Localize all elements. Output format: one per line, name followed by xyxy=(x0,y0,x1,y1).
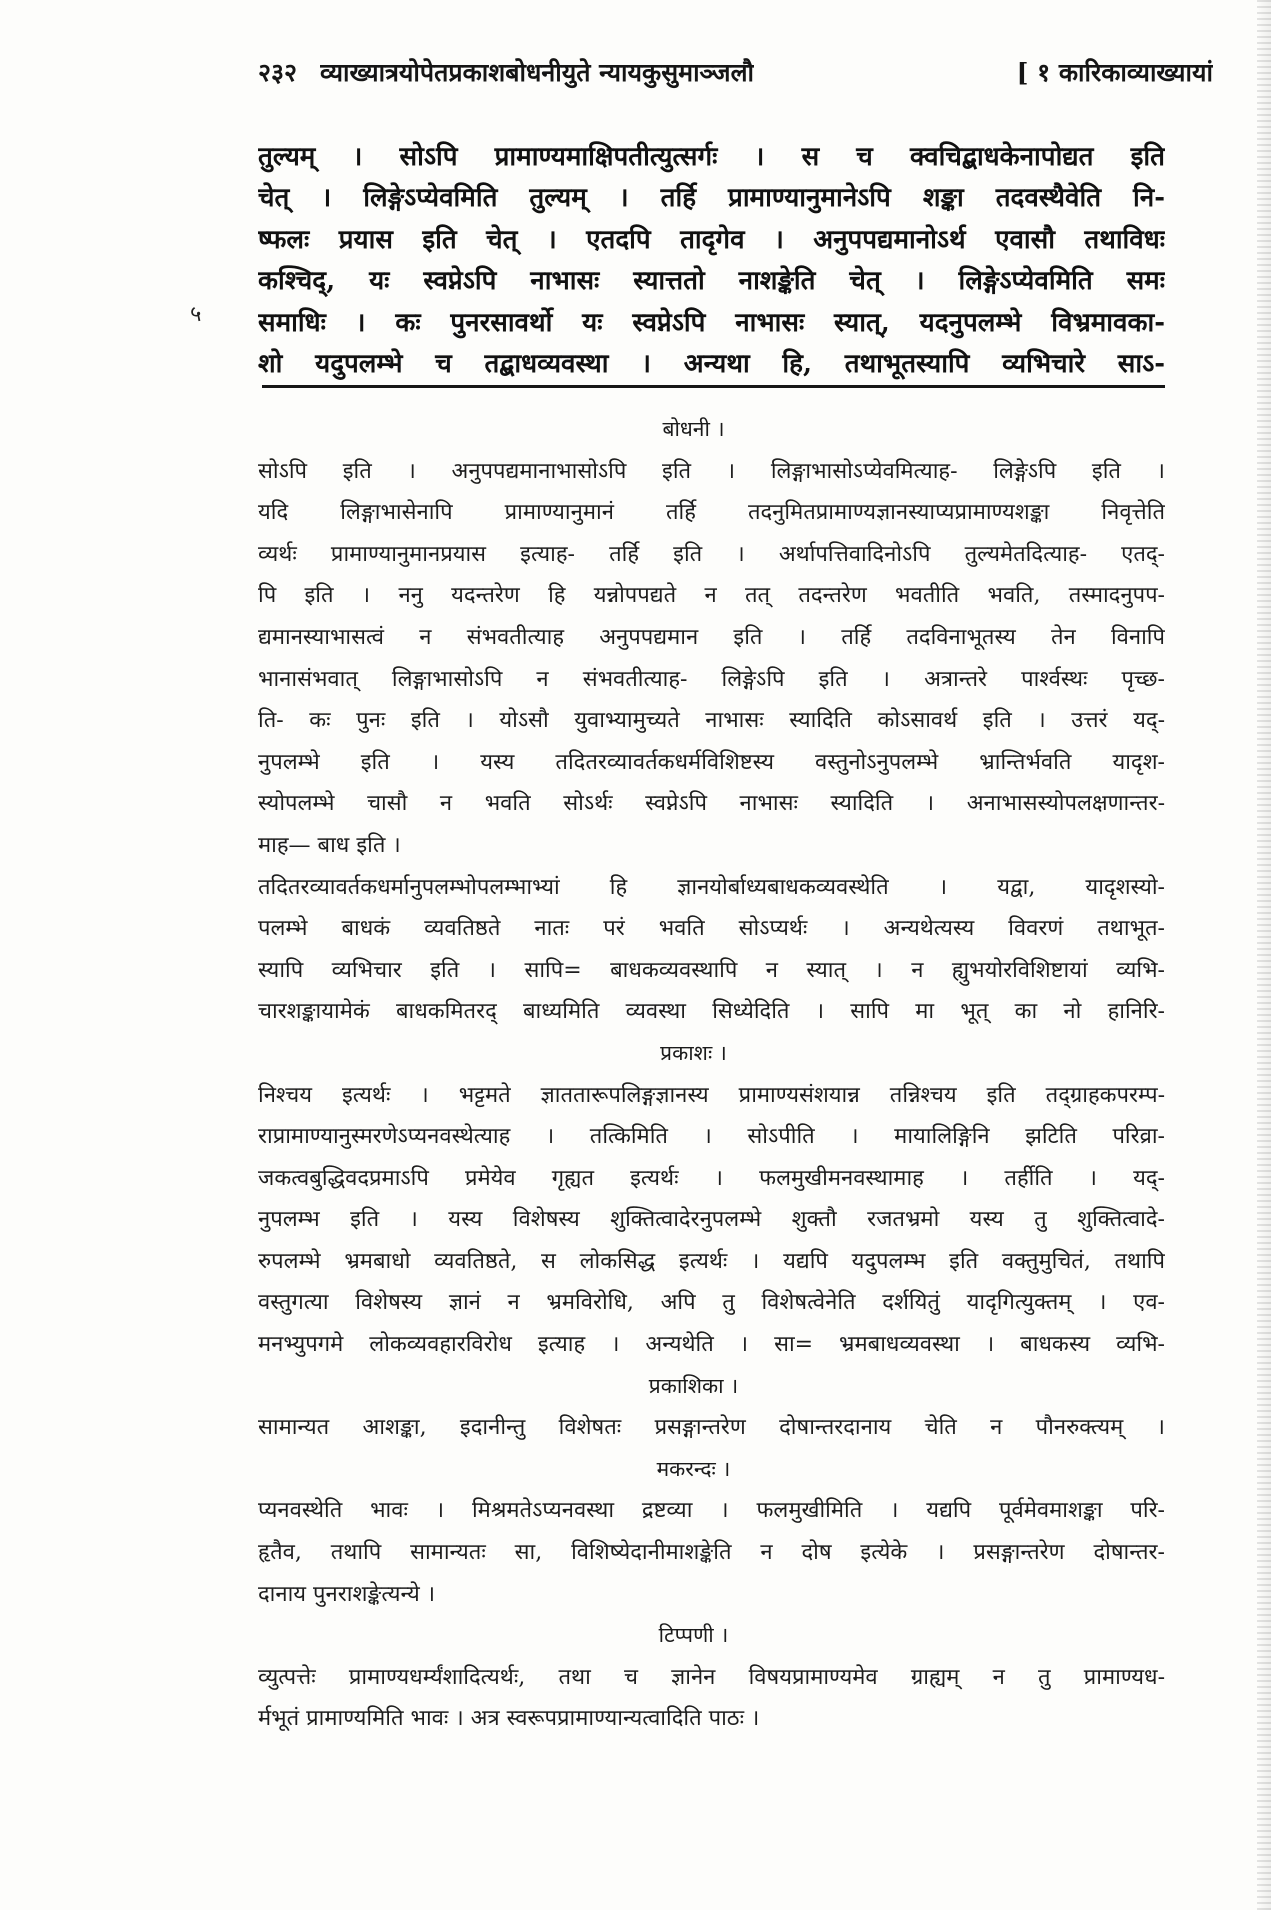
commentary-line: जकत्वबुद्धिवदप्रमाऽपि प्रमेयेव गृह्यत इत्यर्थः । फलमुखीमनवस्थामाह । तर्हीति । यद्- xyxy=(258,1165,1165,1191)
commentary-line: व्युत्पत्तेः प्रामाण्यधर्म्यंशादित्यर्थः, तथा च ज्ञानेन विषयप्रामाण्यमेव ग्राह्यम् न तु प्रामाण्यध- xyxy=(258,1664,1165,1690)
commentary-line: प्यनवस्थेति भावः । मिश्रमतेऽप्यनवस्था द्रष्टव्या । फलमुखीमिति । यद्यपि पूर्वमेवमाशङ्का परि- xyxy=(258,1498,1165,1524)
commentary-line: पलम्भे बाधकं व्यवतिष्ठते नातः परं भवति सोऽप्यर्थः । अन्यथेत्यस्य विवरणं तथाभूत- xyxy=(258,916,1165,942)
commentary-line: स्यापि व्यभिचार इति । सापि= बाधकव्यवस्थापि न स्यात् । न ह्युभयोरविशिष्टायां व्यभि- xyxy=(258,957,1165,983)
commentaries xyxy=(258,409,1165,1740)
commentary-heading: प्रकाशिका । xyxy=(648,1373,739,1398)
commentary-heading: बोधनी । xyxy=(662,417,725,441)
running-header xyxy=(258,50,1213,94)
main-text-line: कश्चिद्, यः स्वप्नेऽपि नाभासः स्यात्ततो नाशङ्केति चेत् । लिङ्गेऽप्येवमिति समः xyxy=(258,266,1165,297)
commentary-line: मनभ्युपगमे लोकव्यवहारविरोध इत्याह । अन्यथेति । सा= भ्रमबाधव्यवस्था । बाधकस्य व्यभि- xyxy=(258,1332,1165,1358)
main-text-line: तुल्यम् । सोऽपि प्रामाण्यमाक्षिपतीत्युत्सर्गः । स च क्वचिद्बाधकेनापोद्यत इति xyxy=(258,142,1165,172)
commentary-tippani xyxy=(258,1615,1165,1740)
commentary-line: माह— बाध इति । xyxy=(258,832,401,858)
main-text xyxy=(258,137,1165,385)
commentary-makaranda xyxy=(258,1449,1165,1615)
commentary-line: रुपलम्भे भ्रमबाधो व्यवतिष्ठते, स लोकसिद्ध इत्यर्थः । यद्यपि यदुपलम्भ इति वक्तुमुचितं, तथापि xyxy=(258,1248,1165,1274)
main-text-line: समाधिः । कः पुनरसावर्थो यः स्वप्नेऽपि नाभासः स्यात्, यदनुपलम्भे विभ्रमावका- xyxy=(258,307,1165,338)
main-text-line: ष्फलः प्रयास इति चेत् । एतदपि तादृगेव । अनुपपद्यमानोऽर्थ एवासौ तथाविधः xyxy=(258,224,1165,255)
commentary-line: स्योपलम्भे चासौ न भवति सोऽर्थः स्वप्नेऽपि नाभासः स्यादिति । अनाभासस्योपलक्षणान्तर- xyxy=(258,791,1165,817)
commentary-line: हृतैव, तथापि सामान्यतः सा, विशिष्येदानीमाशङ्केति न दोष इत्येके । प्रसङ्गान्तरेण दोषान्तर- xyxy=(258,1540,1165,1566)
page-number: २३२ xyxy=(258,58,298,87)
commentary-line: र्मभूतं प्रामाण्यमिति भावः । अत्र स्वरूपप्रामाण्यान्यत्वादिति पाठः । xyxy=(258,1706,760,1732)
divider-rule xyxy=(262,385,1165,388)
main-text-line: चेत् । लिङ्गेऽप्येवमिति तुल्यम् । तर्हि प्रामाण्यानुमानेऽपि शङ्का तदवस्थैवेति नि- xyxy=(258,183,1165,214)
commentary-heading: प्रकाशः । xyxy=(660,1040,727,1065)
margin-line-number: ५ xyxy=(190,302,202,327)
commentary-line: नुपलम्भ इति । यस्य विशेषस्य शुक्तित्वादेरनुपलम्भे शुक्तौ रजतभ्रमो यस्य तु शुक्तित्वादे- xyxy=(258,1207,1165,1233)
commentary-line: सोऽपि इति । अनुपपद्यमानाभासोऽपि इति । लिङ्गाभासोऽप्येवमित्याह- लिङ्गेऽपि इति । xyxy=(258,458,1165,484)
commentary-line: यदि लिङ्गाभासेनापि प्रामाण्यानुमानं तर्हि तदनुमितप्रामाण्यज्ञानस्याप्यप्रामाण्यशङ्का निवृत्तेति xyxy=(258,500,1165,526)
running-title: व्याख्यात्रयोपेतप्रकाशबोधनीयुते न्यायकुसुमाञ्जलौ xyxy=(320,58,755,87)
commentary-line: वस्तुगत्या विशेषस्य ज्ञानं न भ्रमविरोधि, अपि तु विशेषत्वेनेति दर्शयितुं यादृगित्युक्तम् । एव- xyxy=(258,1290,1165,1316)
commentary-line: ति- कः पुनः इति । योऽसौ युवाभ्यामुच्यते नाभासः स्यादिति कोऽसावर्थ इति । उत्तरं यद्- xyxy=(258,708,1165,734)
commentary-line: तदितरव्यावर्तकधर्मानुपलम्भोपलम्भाभ्यां हि ज्ञानयोर्बाध्यबाधकव्यवस्थेति । यद्वा, यादृशस्यो- xyxy=(258,874,1165,900)
commentary-line: राप्रामाण्यानुस्मरणेऽप्यनवस्थेत्याह । तत्किमिति । सोऽपीति । मायालिङ्गिनि झटिति परिव्रा- xyxy=(258,1124,1165,1150)
commentary-line: व्यर्थः प्रामाण्यानुमानप्रयास इत्याह- तर्हि इति । अर्थापत्तिवादिनोऽपि तुल्यमेतदित्याह- एतद्- xyxy=(258,541,1165,567)
commentary-line: दानाय पुनराशङ्केत्यन्ये । xyxy=(258,1581,436,1607)
commentary-line: सामान्यत आशङ्का, इदानीन्तु विशेषतः प्रसङ्गान्तरेण दोषान्तरदानाय चेति न पौनरुक्त्यम् । xyxy=(258,1415,1165,1441)
main-text-line: शो यदुपलम्भे च तद्बाधव्यवस्था । अन्यथा हि, तथाभूतस्यापि व्यभिचारे साऽ- xyxy=(258,348,1165,379)
commentary-prakashika xyxy=(258,1366,1165,1449)
commentary-prakasha xyxy=(258,1033,1165,1366)
commentary-line: चारशङ्कायामेकं बाधकमितरद् बाध्यमिति व्यवस्था सिध्येदिति । सापि मा भूत् का नो हानिरि- xyxy=(258,999,1165,1025)
commentary-bodhani xyxy=(258,409,1165,1033)
commentary-heading: मकरन्दः । xyxy=(656,1456,731,1481)
commentary-line: निश्चय इत्यर्थः । भट्टमते ज्ञाततारूपलिङ्गज्ञानस्य प्रामाण्यसंशयान्न तन्निश्चय इति तद्ग्राहकपरम्प- xyxy=(258,1082,1165,1108)
scan-edge-shadow xyxy=(1257,0,1271,1910)
commentary-line: भानासंभवात् लिङ्गाभासोऽपि न संभवतीत्याह- लिङ्गेऽपि इति । अत्रान्तरे पार्श्वस्थः पृच्छ- xyxy=(258,666,1165,692)
commentary-line: पि इति । ननु यदन्तरेण हि यन्नोपपद्यते न तत् तदन्तरेण भवतीति भवति, तस्मादनुपप- xyxy=(258,583,1165,609)
commentary-line: नुपलम्भे इति । यस्य तदितरव्यावर्तकधर्मविशिष्टस्य वस्तुनोऽनुपलम्भे भ्रान्तिर्भवति यादृश- xyxy=(258,749,1165,775)
section-label: [ १ कारिकाव्याख्यायां xyxy=(1016,58,1213,87)
commentary-heading: टिप्पणी । xyxy=(658,1623,729,1648)
commentary-line: द्यमानस्याभासत्वं न संभवतीत्याह अनुपपद्यमान इति । तर्हि तदविनाभूतस्य तेन विनापि xyxy=(258,624,1165,650)
